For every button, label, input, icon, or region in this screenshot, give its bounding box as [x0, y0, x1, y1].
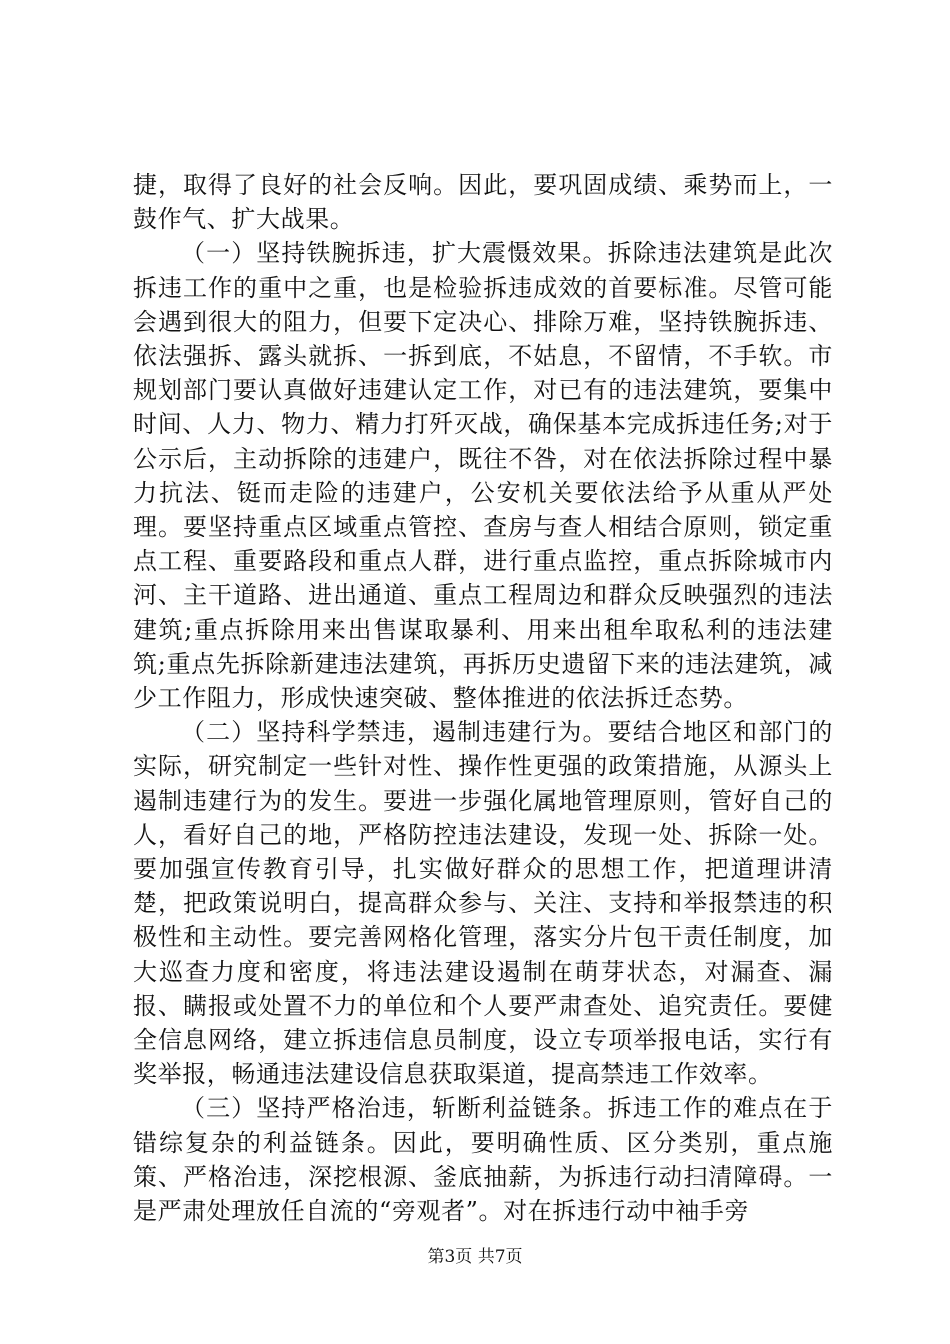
paragraph-continuation: 捷，取得了良好的社会反响。因此，要巩固成绩、乘势而上，一鼓作气、扩大战果。 — [133, 171, 833, 234]
paragraph-section-1: （一）坚持铁腕拆违，扩大震慑效果。拆除违法建筑是此次拆违工作的重中之重，也是检验拆违成效的首要标准。尽管可能会遇到很大的阻力，但要下定决心、排除万难，坚持铁腕拆违、依法强拆、露头就拆、一拆到底，不姑息，不留情，不手软。市规划部门要认真做好违建认定工作，对已有的违法建筑，要集中时间、人力、物力、精力打歼灭战，确保基本完成拆违任务;对于公示后，主动拆除的违建户，既往不咎，对在依法拆除过程中暴力抗法、铤而走险的违建户，公安机关要依法给予从重从严处理。要坚持重点区域重点管控、查房与查人相结合原则，锁定重点工程、重要路段和重点人群，进行重点监控，重点拆除城市内河、主干道路、进出通道、重点工程周边和群众反映强烈的违法建筑;重点拆除用来出售谋取暴利、用来出租牟取私利的违法建筑;重点先拆除新建违法建筑，再拆历史遗留下来的违法建筑，减少工作阻力，形成快速突破、整体推进的依法拆迁态势。 — [133, 239, 833, 713]
page-number: 第3页 共7页 — [427, 1247, 523, 1267]
paragraph-section-2: （二）坚持科学禁违，遏制违建行为。要结合地区和部门的实际，研究制定一些针对性、操作性更强的政策措施，从源头上遏制违建行为的发生。要进一步强化属地管理原则，管好自己的人，看好自己的地，严格防控违法建设，发现一处、拆除一处。要加强宣传教育引导，扎实做好群众的思想工作，把道理讲清楚，把政策说明白，提高群众参与、关注、支持和举报禁违的积极性和主动性。要完善网格化管理，落实分片包干责任制度，加大巡查力度和密度，将违法建设遏制在萌芽状态，对漏查、漏报、瞒报或处置不力的单位和个人要严肃查处、追究责任。要健全信息网络，建立拆违信息员制度，设立专项举报电话，实行有奖举报，畅通违法建设信息获取渠道，提高禁违工作效率。 — [133, 718, 833, 1089]
page-footer — [0, 1246, 950, 1268]
paragraph-section-3: （三）坚持严格治违，斩断利益链条。拆违工作的难点在于错综复杂的利益链条。因此，要明确性质、区分类别，重点施策、严格治违，深挖根源、釜底抽薪，为拆违行动扫清障碍。一是严肃处理放任自流的“旁观者”。对在拆违行动中袖手旁 — [133, 1094, 833, 1226]
document-body — [133, 168, 833, 1228]
